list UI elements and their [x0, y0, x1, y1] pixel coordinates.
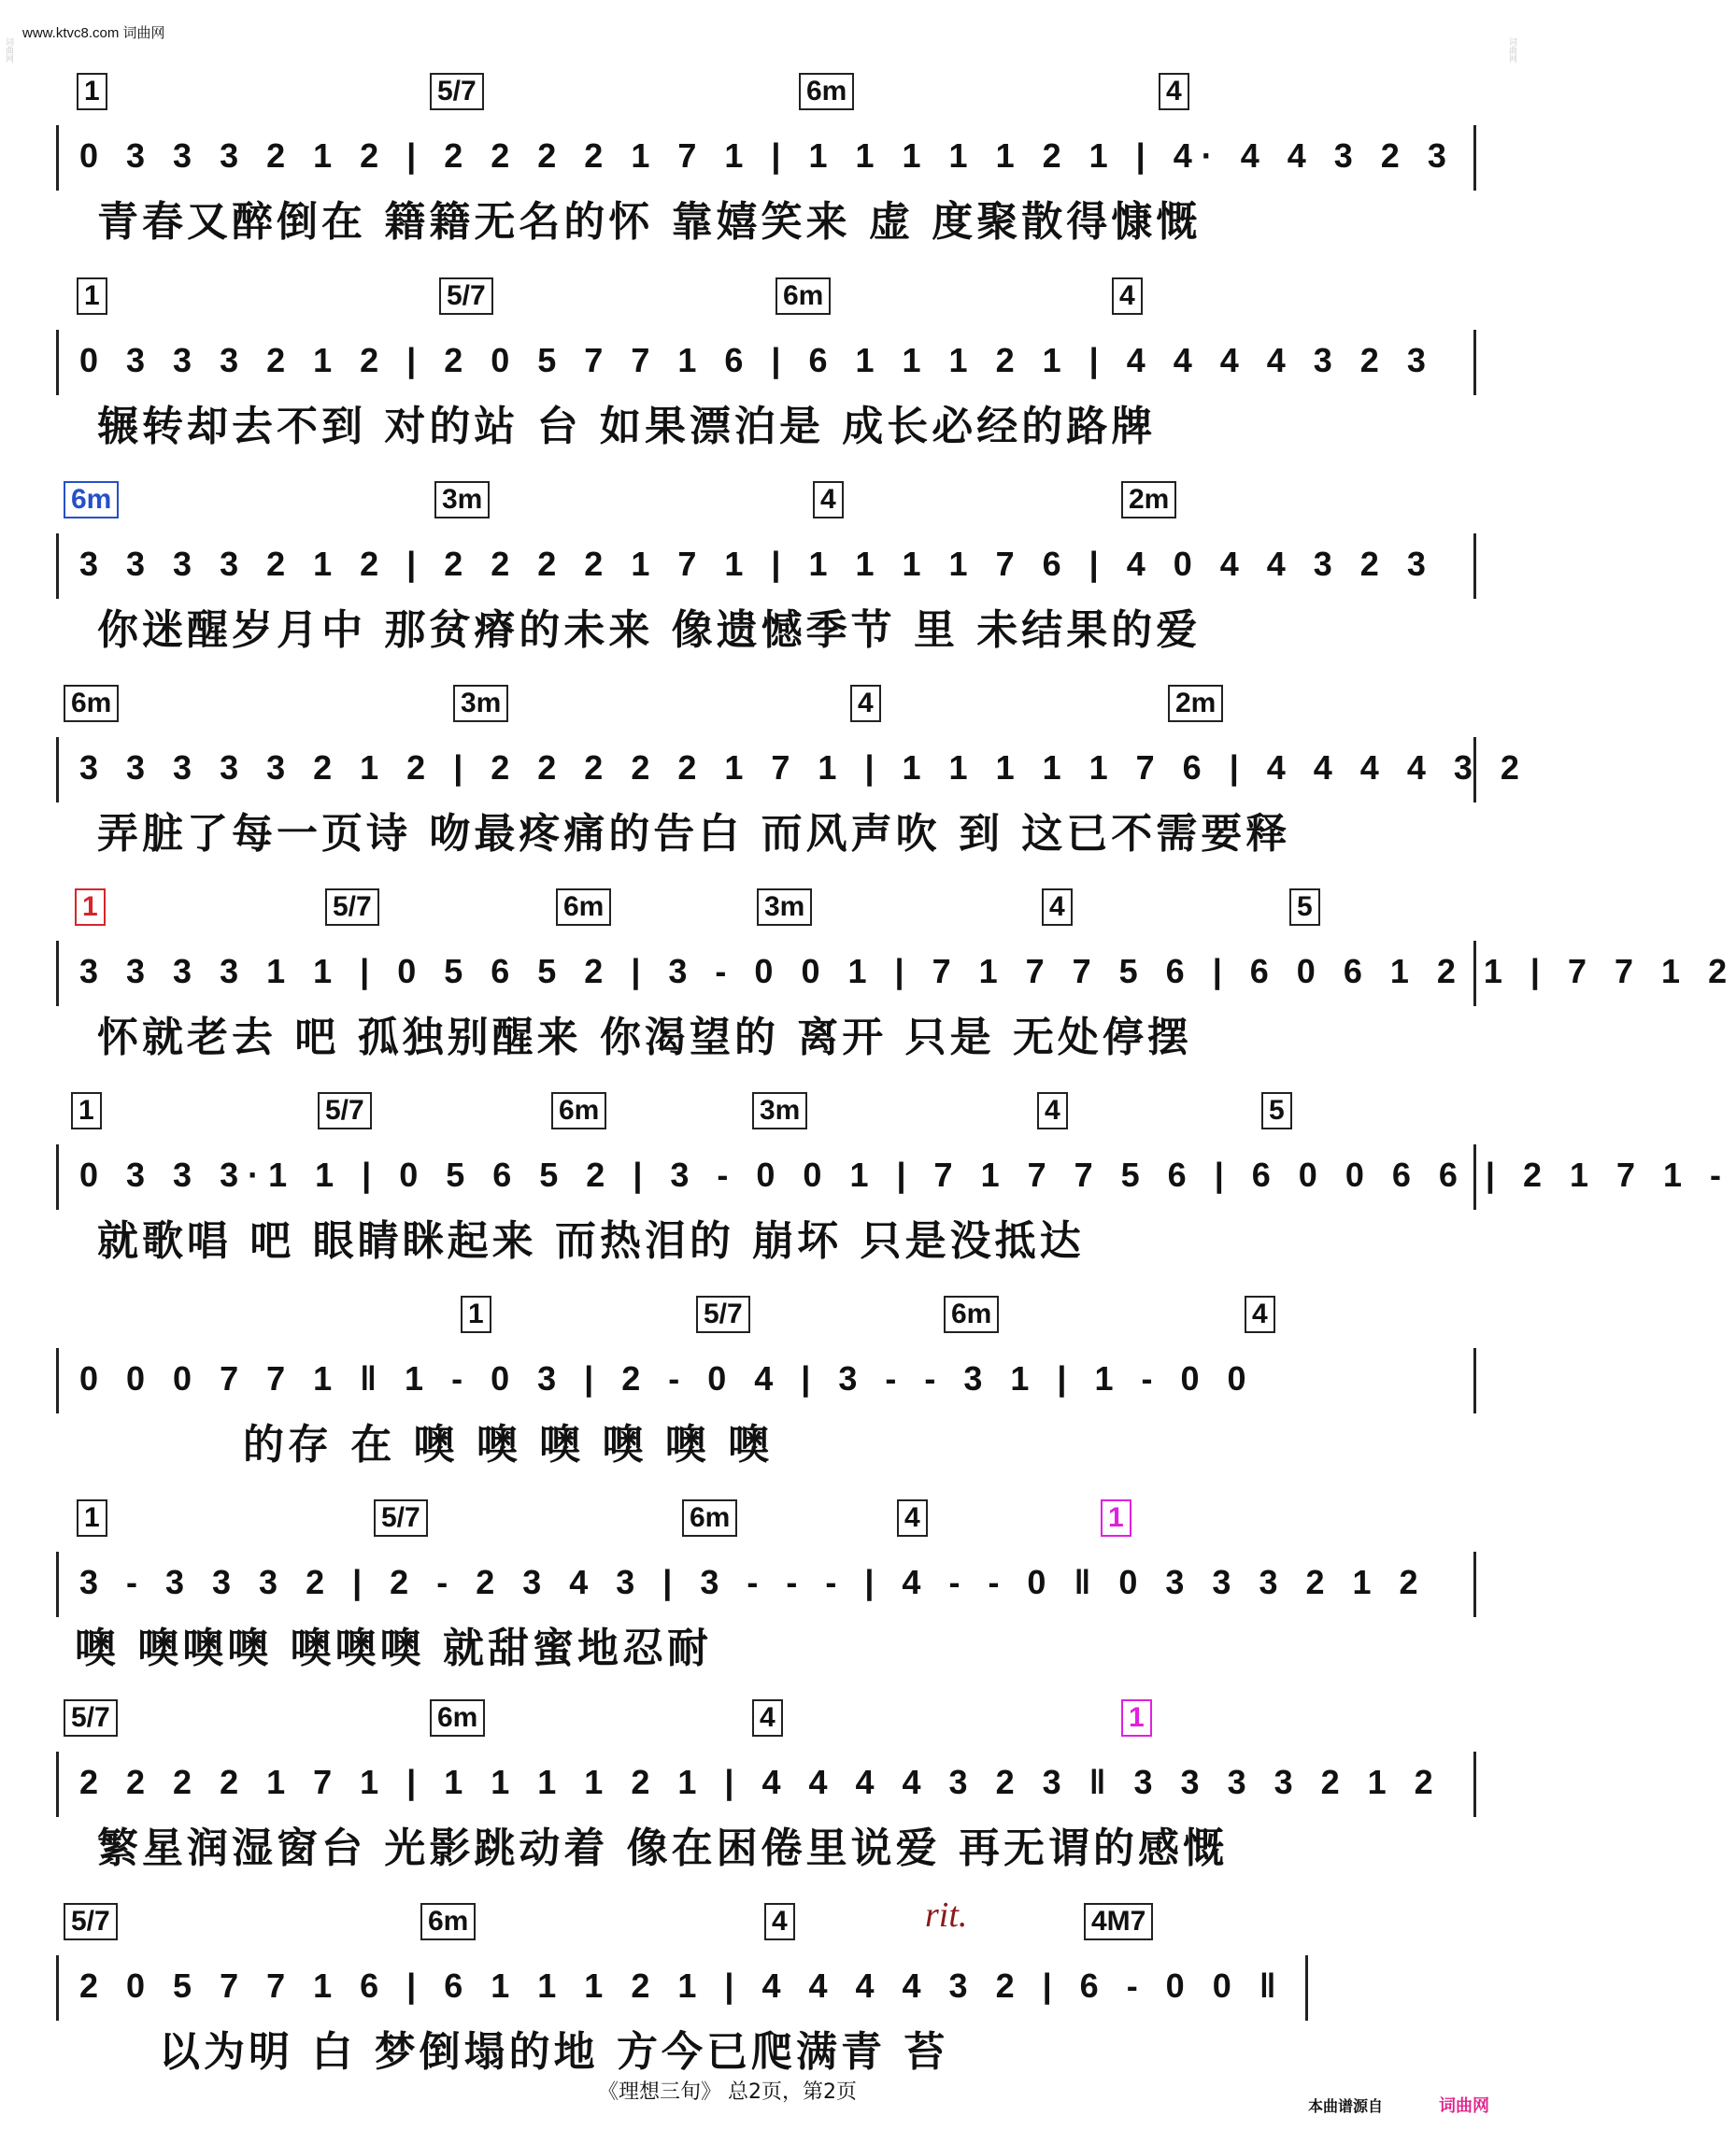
- lyric-line: 弄脏了每一页诗 吻最疼痛的告白 而风声吹 到 这已不需要释: [97, 810, 1291, 858]
- chord-box: 5/7: [64, 1699, 118, 1737]
- notation-line: 0 3 3 3 2 1 2 | 2 2 2 2 1 7 1 | 1 1 1 1 1 2 1 | 4· 4 4 3 2 3: [56, 125, 1476, 191]
- chord-box: 5/7: [318, 1092, 372, 1129]
- chord-box: 6m: [556, 888, 611, 926]
- chord-box: 1: [1101, 1499, 1131, 1537]
- score-row-3: [56, 481, 1476, 668]
- chord-box: 4: [1037, 1092, 1068, 1129]
- right-margin-watermark: [1506, 37, 1527, 2121]
- score-row-9: [56, 1699, 1476, 1886]
- chord-box: 4: [897, 1499, 928, 1537]
- notation-line: 3 - 3 3 3 2 | 2 - 2 3 4 3 | 3 - - - | 4 - - 0 ‖ 0 3 3 3 2 1 2: [56, 1552, 1476, 1617]
- chord-box: 4: [752, 1699, 783, 1737]
- chord-line: [56, 685, 1476, 731]
- source-label: 本曲谱源自: [1308, 2097, 1384, 2115]
- chord-box: 1: [1121, 1699, 1152, 1737]
- margin-label: 词曲网: [4, 37, 13, 63]
- chord-box: 6m: [776, 277, 831, 315]
- chord-box: 4: [1042, 888, 1073, 926]
- chord-box: 4: [813, 481, 844, 518]
- score-row-4: [56, 685, 1529, 872]
- chord-box: 6m: [799, 73, 854, 110]
- lyric-line: 辗转却去不到 对的站 台 如果漂泊是 成长必经的路牌: [97, 403, 1157, 450]
- score-row-1: [56, 73, 1476, 260]
- lyric-line: 繁星润湿窗台 光影跳动着 像在困倦里说爱 再无谓的感慨: [97, 1825, 1228, 1872]
- chord-box: 4: [1159, 73, 1189, 110]
- chord-box: 3m: [757, 888, 812, 926]
- chord-box: 6m: [420, 1903, 476, 1940]
- chord-line: [56, 1092, 1476, 1139]
- chord-box: 1: [71, 1092, 102, 1129]
- lyric-line: 噢 噢噢噢 噢噢噢 就甜蜜地忍耐: [75, 1625, 712, 1672]
- chord-line: [56, 1903, 1476, 1950]
- chord-box: 6m: [64, 685, 119, 722]
- chord-line: [56, 1499, 1476, 1546]
- chord-box: 2m: [1121, 481, 1176, 518]
- chord-box: 5/7: [696, 1296, 750, 1333]
- chord-line: [56, 1699, 1476, 1746]
- chord-box: 1: [77, 73, 107, 110]
- notation-line: 3 3 3 3 1 1 | 0 5 6 5 2 | 3 - 0 0 1 | 7 1 7 7 5 6 | 6 0 6 1 2 1 | 7 7 1 2: [56, 941, 1476, 1006]
- chord-box: 6m: [682, 1499, 737, 1537]
- notation-line: 3 3 3 3 2 1 2 | 2 2 2 2 1 7 1 | 1 1 1 1 7 6 | 4 0 4 4 3 2 3: [56, 533, 1476, 599]
- lyric-line: 以为明 白 梦倒塌的地 方今已爬满青 苔: [159, 2028, 949, 2076]
- chord-box: 1: [77, 1499, 107, 1537]
- score-row-8: [56, 1499, 1476, 1686]
- chord-box: 1: [461, 1296, 491, 1333]
- chord-box: 4: [1112, 277, 1143, 315]
- score-row-6: [56, 1092, 1731, 1279]
- lyric-line: 怀就老去 吧 孤独别醒来 你渴望的 离开 只是 无处停摆: [97, 1014, 1192, 1061]
- chord-box: 5/7: [64, 1903, 118, 1940]
- chord-box: 6m: [430, 1699, 485, 1737]
- chord-box: 4: [850, 685, 881, 722]
- chord-box: 1: [77, 277, 107, 315]
- chord-box: 5: [1289, 888, 1320, 926]
- score-row-10: [56, 1903, 1476, 2090]
- brand-logo-text[interactable]: 词曲网: [1439, 2096, 1489, 2116]
- notation-line: 0 3 3 3 2 1 2 | 2 0 5 7 7 1 6 | 6 1 1 1 2 1 | 4 4 4 4 3 2 3: [56, 330, 1476, 395]
- left-margin-watermark: [3, 37, 23, 2121]
- chord-box: 4: [1245, 1296, 1275, 1333]
- chord-line: [56, 73, 1476, 120]
- site-header: www.ktvc8.com 词曲网: [22, 25, 165, 41]
- notation-line: 2 2 2 2 1 7 1 | 1 1 1 1 2 1 | 4 4 4 4 3 2 3 ‖ 3 3 3 3 2 1 2: [56, 1752, 1476, 1817]
- chord-box: 6m: [64, 481, 119, 518]
- chord-box: 5: [1261, 1092, 1292, 1129]
- chord-box: 6m: [551, 1092, 606, 1129]
- chord-line: [56, 1296, 1476, 1342]
- margin-label: 词曲网: [1507, 37, 1516, 63]
- chord-box: 5/7: [374, 1499, 428, 1537]
- chord-line: [56, 277, 1476, 324]
- score-row-5: [56, 888, 1736, 1075]
- notation-line: 0 0 0 7 7 1 ‖ 1 - 0 3 | 2 - 0 4 | 3 - - 3 1 | 1 - 0 0: [56, 1348, 1476, 1413]
- tempo-marking: rit.: [925, 1896, 968, 1935]
- lyric-line: 青春又醉倒在 籍籍无名的怀 靠嬉笑来 虚 度聚散得慷慨: [97, 198, 1202, 246]
- chord-box: 2m: [1168, 685, 1223, 722]
- lyric-line: 你迷醒岁月中 那贫瘠的未来 像遗憾季节 里 未结果的爱: [97, 606, 1202, 654]
- chord-box: 5/7: [439, 277, 493, 315]
- chord-box: 5/7: [430, 73, 484, 110]
- page-footer: 《理想三旬》 总2页，第2页: [598, 2080, 857, 2104]
- chord-box: 5/7: [325, 888, 379, 926]
- notation-line: 0 3 3 3·1 1 | 0 5 6 5 2 | 3 - 0 0 1 | 7 1 7 7 5 6 | 6 0 0 6 6 | 2 1 7 1 -: [56, 1144, 1476, 1210]
- chord-box: 4M7: [1084, 1903, 1153, 1940]
- chord-box: 3m: [434, 481, 490, 518]
- chord-box: 4: [764, 1903, 795, 1940]
- lyric-line: 的存 在 噢 噢 噢 噢 噢 噢: [243, 1421, 774, 1469]
- chord-box: 3m: [752, 1092, 807, 1129]
- score-row-2: [56, 277, 1476, 464]
- notation-line: 3 3 3 3 3 2 1 2 | 2 2 2 2 2 1 7 1 | 1 1 1 1 1 7 6 | 4 4 4 4 3 2: [56, 737, 1476, 802]
- chord-box: 1: [75, 888, 106, 926]
- chord-line: [56, 888, 1476, 935]
- chord-box: 3m: [453, 685, 508, 722]
- lyric-line: 就歌唱 吧 眼睛眯起来 而热泪的 崩坏 只是没抵达: [97, 1217, 1085, 1265]
- chord-box: 6m: [944, 1296, 999, 1333]
- score-row-7: [56, 1296, 1476, 1483]
- chord-line: [56, 481, 1476, 528]
- notation-line: 2 0 5 7 7 1 6 | 6 1 1 1 2 1 | 4 4 4 4 3 2 | 6 - 0 0 ‖: [56, 1955, 1308, 2021]
